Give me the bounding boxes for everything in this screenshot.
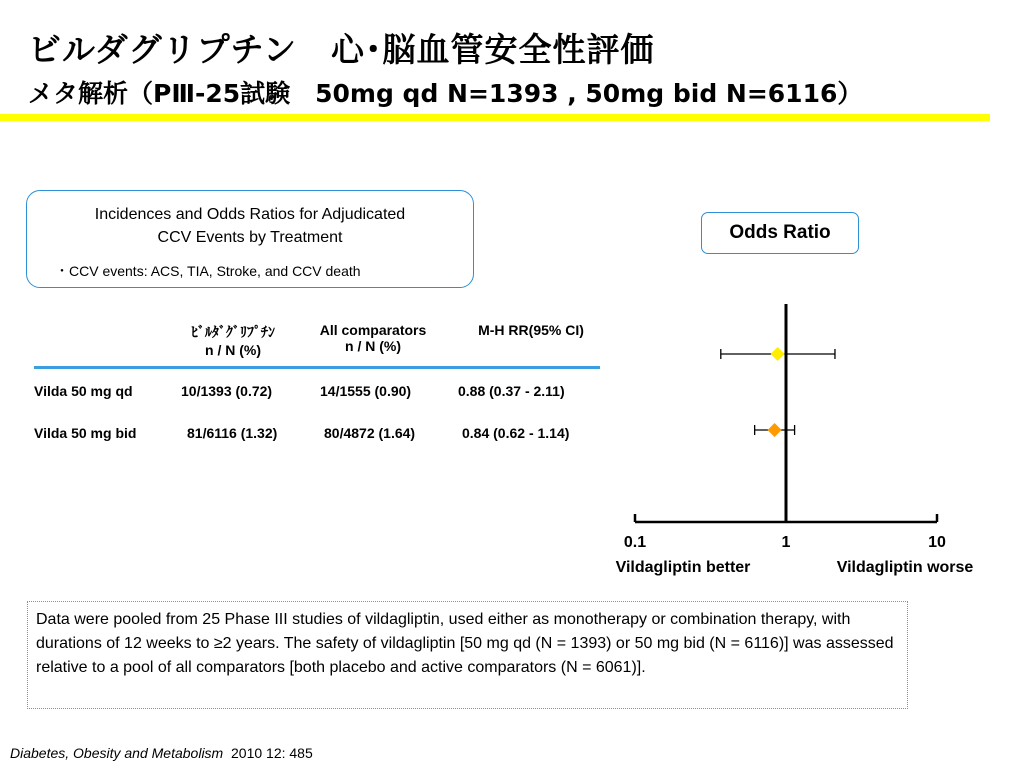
citation-journal: Diabetes, Obesity and Metabolism: [10, 745, 224, 761]
point-estimate: [768, 423, 782, 437]
info-title-line2: CCV Events by Treatment: [157, 229, 343, 246]
point-estimate: [771, 347, 785, 361]
forest-plot: [590, 290, 990, 590]
info-box: [26, 190, 474, 288]
header-comparators-name: All comparators: [319, 322, 427, 338]
odds-ratio-label: Odds Ratio: [701, 212, 859, 254]
header-vildagliptin-name: ﾋﾞﾙﾀﾞｸﾞﾘﾌﾟﾁﾝ: [191, 324, 275, 340]
x-ticks: [624, 514, 946, 551]
header-vildagliptin-unit: n / N (%): [205, 342, 261, 358]
estimates: [721, 347, 835, 437]
row-label: Vilda 50 mg bid: [34, 425, 137, 441]
page-subtitle: メタ解析（PⅢ-25試験 50mg qd N=1393 , 50mg bid N=6116）: [28, 79, 863, 108]
row-rr: 0.84 (0.62 - 1.14): [462, 425, 570, 441]
citation-ref: 2010 12: 485: [231, 745, 313, 761]
row-rr: 0.88 (0.37 - 2.11): [458, 383, 565, 399]
header-rr: M-H RR(95% CI): [478, 322, 584, 338]
citation: [10, 745, 313, 761]
right-axis-caption: Vildagliptin worse: [836, 559, 974, 576]
x-tick-label: 0.1: [623, 534, 647, 551]
table-header-rule: [34, 366, 600, 369]
info-title-line1: Incidences and Odds Ratios for Adjudicated: [94, 206, 406, 223]
info-box-note: ・CCV events: ACS, TIA, Stroke, and CCV death: [55, 263, 361, 279]
header-comparators-unit: n / N (%): [345, 338, 401, 354]
left-axis-caption: Vildagliptin better: [615, 559, 751, 576]
header-comparators: [303, 322, 443, 354]
x-tick-label: 1: [781, 534, 791, 551]
row-comparators: 80/4872 (1.64): [324, 425, 416, 441]
header-vildagliptin: [180, 322, 286, 358]
description-box: Data were pooled from 25 Phase III studies of vildagliptin, used either as monotherapy or combination therapy, with durations of 12 weeks to ≥2 years. The safety of vildagliptin [50 mg qd (N = 1393) or 50 mg bid (N = 6116)] was assessed relative to a pool of all comparators [both placebo and active comparators (N = 6061)].: [27, 601, 908, 709]
page-title: ビルダグリプチン 心･脳血管安全性評価: [28, 30, 655, 69]
row-comparators: 14/1555 (0.90): [320, 383, 412, 399]
row-vilda: 81/6116 (1.32): [187, 425, 278, 441]
row-label: Vilda 50 mg qd: [34, 383, 133, 399]
x-tick-label: 10: [928, 534, 946, 551]
info-box-title: [27, 203, 473, 249]
row-vilda: 10/1393 (0.72): [181, 383, 273, 399]
title-divider: [0, 114, 990, 121]
